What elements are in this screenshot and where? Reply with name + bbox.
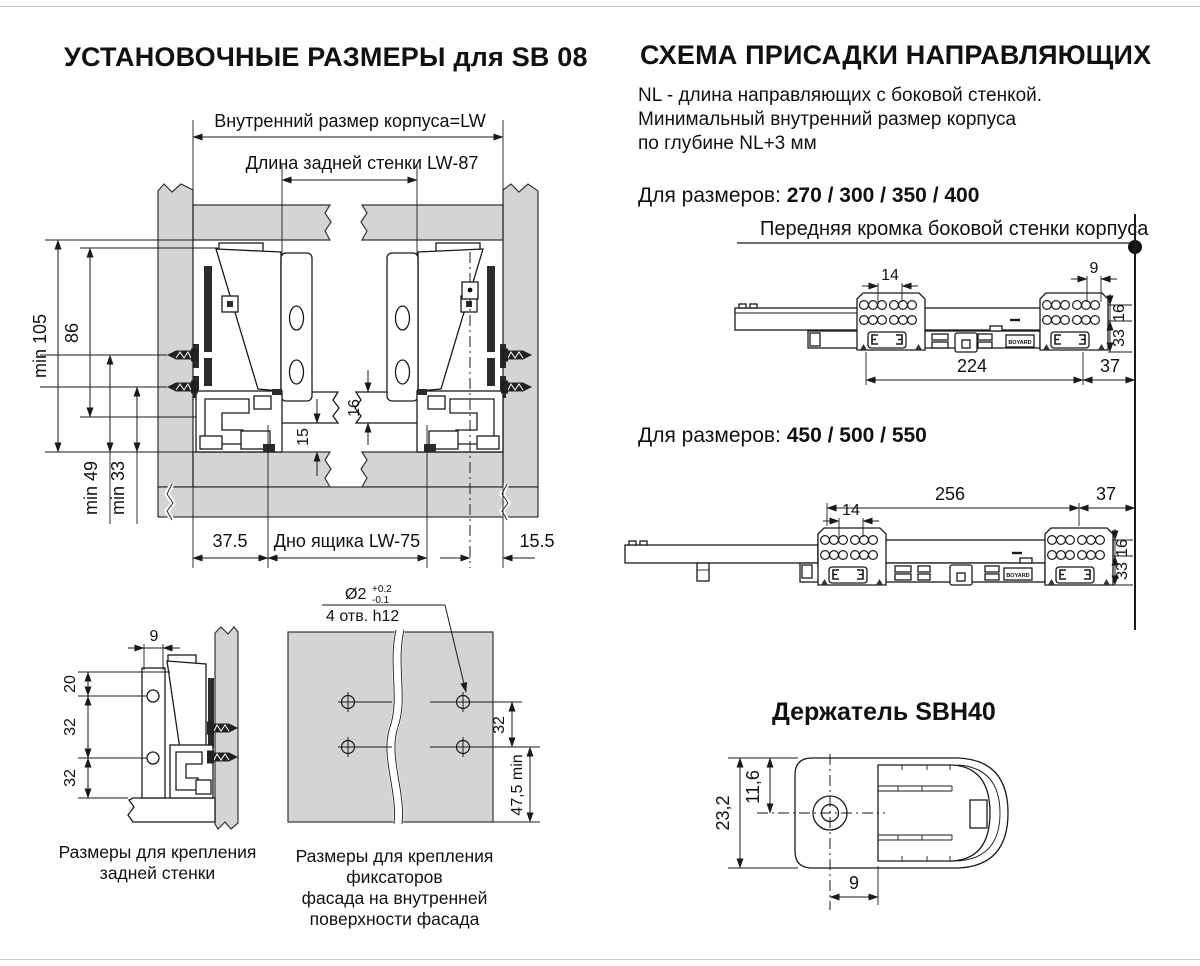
backwall-caption-line2: задней стенки [99,863,216,883]
rail1-dim-224: 224 [956,356,988,376]
back-wall-right [361,205,503,240]
rail-diagram-1 [735,260,1135,385]
rail1-dim-37: 37 [1099,356,1121,376]
rail1-dim-9: 9 [1089,260,1099,277]
main-section-drawing [30,111,555,568]
dim-32a: 32 [62,718,79,736]
front-edge-label: Передняя кромка боковой стенки корпуса [760,218,1149,240]
dim-back-length: Длина задней стенки LW-87 [245,153,479,173]
dim-lw: Внутренний размер корпуса=LW [214,111,486,131]
dim-min49: min 49 [81,460,101,516]
right-title: СХЕМА ПРИСАДКИ НАПРАВЛЯЮЩИХ [640,40,1152,70]
rail2-left-block [818,528,886,585]
rail2-dim-16: 16 [1114,539,1131,557]
dim-20: 20 [62,675,79,693]
hole-tol-dn: -0.1 [372,595,390,606]
hole-tol-up: +0.2 [372,584,392,595]
nl-note-line1: NL - длина направляющих с боковой стенкой. [638,85,1043,106]
sizes2-values: 450 / 500 / 550 [786,424,927,447]
rail1-dim-14: 14 [881,267,899,284]
facade-band [158,487,538,517]
rail2-logo: BOYARD [1006,573,1030,579]
backwall-fixing-drawing [62,627,238,829]
holder-dim-11-6: 11,6 [743,770,763,804]
rail1-logo: BOYARD [1008,340,1032,346]
facade-caption-line2: фасада на внутренней [301,888,488,908]
left-title: УСТАНОВОЧНЫЕ РАЗМЕРЫ для SB 08 [64,42,588,72]
rail1-dim-16: 16 [1111,304,1128,322]
rail2-dim-256: 256 [934,484,966,504]
dim-16: 16 [346,399,363,417]
hole-count-label: 4 отв. h12 [326,608,400,625]
cabinet-bottom-left [193,452,331,487]
rail1-right-block [1040,293,1108,350]
cabinet-bottom-right [361,452,503,487]
hole-dia-label: Ø2 [345,586,367,603]
holder-title: Держатель SBH40 [772,698,996,726]
rail2-dim-33: 33 [1114,562,1131,580]
backwall-caption-line1: Размеры для крепления [58,842,257,862]
holder-dim-9: 9 [848,873,860,893]
nl-note-line3: по глубине NL+3 мм [638,133,817,154]
dim-32b: 32 [62,769,79,787]
dim-47-5: 47,5 min [509,754,526,816]
rail1-dim-33: 33 [1111,329,1128,347]
back-wall-board [142,668,165,798]
dim-15-5: 15.5 [519,531,555,551]
dim-9: 9 [149,628,159,645]
facade-caption-line3: поверхности фасада [309,909,480,929]
sizes1-values: 270 / 300 / 350 / 400 [786,184,980,207]
holder-dim-23-2: 23,2 [713,795,733,831]
rail2-dim-14: 14 [842,502,860,519]
drawer-bottom-bar [128,798,215,822]
sizes2-label: Для размеров: [638,424,787,447]
cabinet-right-panel [503,184,538,487]
dim-15: 15 [295,428,312,446]
nl-note-line2: Минимальный внутренний размер корпуса [638,109,1017,130]
rail2-right-block [1045,528,1113,585]
dim-min33: min 33 [108,460,128,516]
rail2-dim-37: 37 [1095,484,1117,504]
dim-min105: min 105 [30,313,50,379]
rail-diagram-2 [625,484,1135,585]
facade-caption-line1: Размеры для крепления фиксаторов [295,846,494,887]
dim-37-5: 37.5 [212,531,248,551]
dim-86: 86 [62,322,82,344]
cabinet-left-panel [158,184,193,487]
dim-32: 32 [491,716,508,734]
holder-drawing [713,754,1008,910]
dim-lw75: Дно ящика LW-75 [273,531,421,551]
rail1-left-block [857,293,925,350]
sizes1-label: Для размеров: [638,184,787,207]
back-wall-left [193,205,331,240]
facade-fixing-drawing [288,584,540,824]
